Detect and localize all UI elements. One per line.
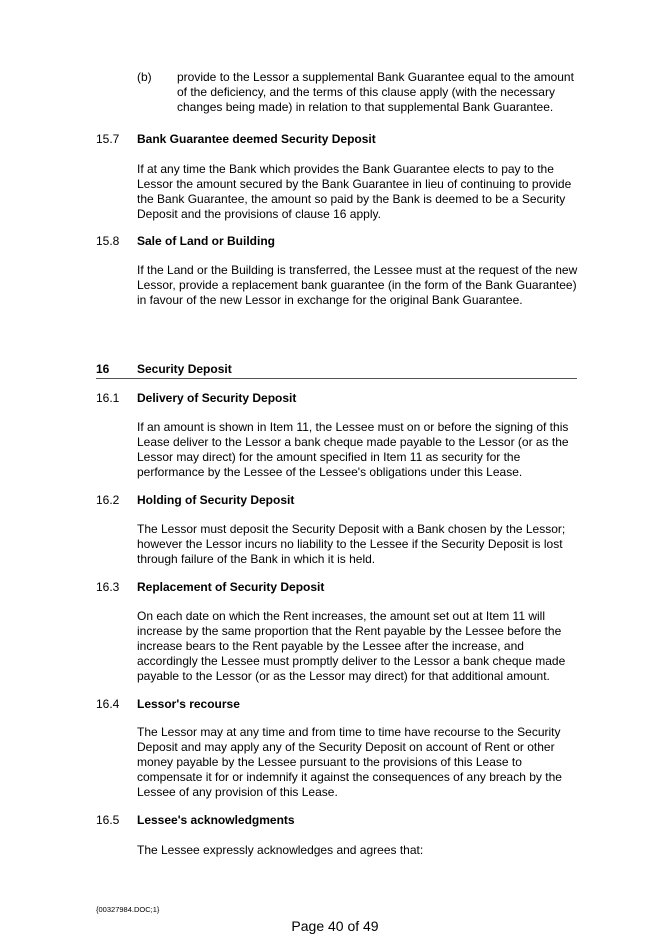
- clause-paragraph: [137, 609, 582, 684]
- text-line: The Lessor must deposit the Security Deposit with a Bank chosen by the Lessor;: [137, 522, 566, 536]
- section-title: Security Deposit: [137, 362, 232, 376]
- text-line: compensate it for or indemnify it against the consequences of any breach by the: [137, 770, 562, 784]
- item-label: (b): [137, 70, 152, 84]
- section-number: 16: [96, 362, 110, 376]
- clause-number: 16.5: [96, 813, 120, 827]
- clause-paragraph: [137, 522, 582, 567]
- text-line: through failure of the Bank in which it is held.: [137, 552, 376, 566]
- text-line: however the Lessor incurs no liability to the Lessee if the Security Deposit is lost: [137, 537, 563, 551]
- text-line: Deposit and the provisions of clause 16 apply.: [137, 207, 381, 221]
- clause-title: Delivery of Security Deposit: [137, 391, 297, 405]
- text-line: On each date on which the Rent increases, the amount set out at Item 11 will: [137, 609, 546, 623]
- text-line: Deposit and may apply any of the Security Deposit on account of Rent or other: [137, 740, 555, 754]
- text-line: provide to the Lessor a supplemental Bank Guarantee equal to the amount: [177, 70, 574, 84]
- clause-number: 16.2: [96, 493, 120, 507]
- text-line: accordingly the Lessee must promptly deliver to the Lessor a bank cheque made: [137, 654, 566, 668]
- clause-title: Lessee's acknowledgments: [137, 813, 295, 827]
- text-line: money payable by the Lessee pursuant to the provisions of this Lease to: [137, 755, 522, 769]
- clause-number: 15.7: [96, 132, 120, 146]
- text-line: Lessor may direct) for the amount specified in Item 11 as security for the: [137, 450, 521, 464]
- clause-paragraph: [137, 420, 582, 480]
- text-line: If an amount is shown in Item 11, the Lessee must on or before the signing of this: [137, 420, 569, 434]
- clause-paragraph: [137, 162, 582, 222]
- clause-title: Bank Guarantee deemed Security Deposit: [137, 132, 376, 146]
- clause-number: 16.3: [96, 580, 120, 594]
- text-line: increase bears to the Rent payable by the Lessee after the increase, and: [137, 639, 524, 653]
- text-line: Lease deliver to the Lessor a bank cheque made payable to the Lessor (or as the: [137, 435, 569, 449]
- text-line: of the deficiency, and the terms of this clause apply (with the necessary: [177, 85, 555, 99]
- text-line: If at any time the Bank which provides the Bank Guarantee elects to pay to the: [137, 162, 554, 176]
- text-line: the Bank Guarantee, the amount so paid by the Bank is deemed to be a Security: [137, 192, 566, 206]
- text-line: in favour of the new Lessor in exchange for the original Bank Guarantee.: [137, 293, 523, 307]
- text-line: changes being made) in relation to that supplemental Bank Guarantee.: [177, 100, 554, 114]
- clause-number: 16.4: [96, 697, 120, 711]
- text-line: Lessor the amount secured by the Bank Guarantee in lieu of continuing to provide: [137, 177, 572, 191]
- text-line: Lessor, provide a replacement bank guarantee (in the form of the Bank Guarantee): [137, 278, 577, 292]
- text-line: If the Land or the Building is transferred, the Lessee must at the request of the new: [137, 263, 578, 277]
- clause-number: 16.1: [96, 391, 120, 405]
- clause-number: 15.8: [96, 234, 120, 248]
- page-number: Page 40 of 49: [291, 918, 379, 934]
- clause-title: Lessor's recourse: [137, 697, 240, 711]
- clause-paragraph: [137, 843, 582, 858]
- text-line: increase by the same proportion that the Rent payable by the Lessee before the: [137, 624, 562, 638]
- text-line: The Lessee expressly acknowledges and agrees that:: [137, 843, 424, 857]
- clause-title: Holding of Security Deposit: [137, 493, 295, 507]
- clause-title: Sale of Land or Building: [137, 234, 275, 248]
- section-rule: [96, 378, 577, 379]
- text-line: The Lessor may at any time and from time to time have recourse to the Security: [137, 725, 561, 739]
- document-reference: {00327984.DOC;1}: [96, 905, 160, 914]
- text-line: performance by the Lessee of the Lessee's obligations under this Lease.: [137, 465, 523, 479]
- text-line: Lessee of any provision of this Lease.: [137, 785, 338, 799]
- clause-title: Replacement of Security Deposit: [137, 580, 325, 594]
- clause-paragraph: [137, 263, 582, 308]
- text-line: payable to the Lessor (or as the Lessor may direct) for that additional amount.: [137, 669, 550, 683]
- clause-paragraph: [137, 725, 582, 800]
